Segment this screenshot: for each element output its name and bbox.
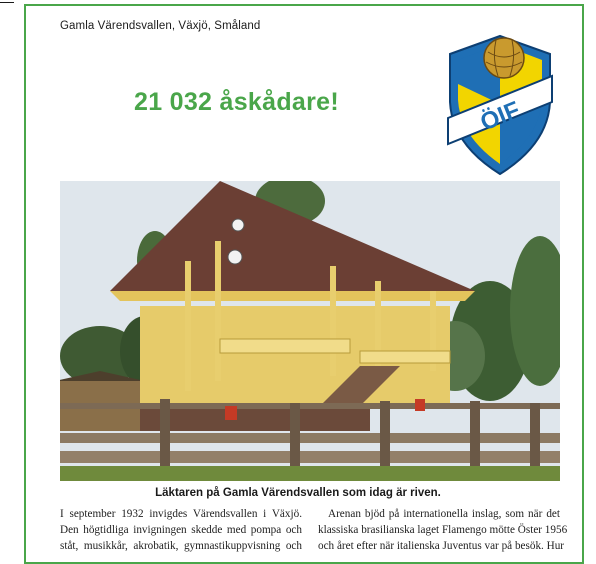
article-column-right xyxy=(318,506,568,554)
photo-caption: Läktaren på Gamla Värendsvallen som idag är riven. xyxy=(155,487,441,499)
article-line: ståt, musikkår, akrobatik, gymnastikuppvisning och xyxy=(60,540,302,552)
stadium-photo xyxy=(60,181,560,481)
location-label: Gamla Värendsvallen, Växjö, Småland xyxy=(60,20,261,32)
article-line: och året efter när italienska Juventus var på besök. Hur xyxy=(318,540,565,552)
article-line: klassiska brasilianska laget Flamengo mötte Öster 1956 xyxy=(318,524,568,536)
club-logo xyxy=(444,32,556,178)
article-line: I september 1932 invigdes Värendsvallen i Växjö. xyxy=(60,508,302,520)
logo-text: ÖIF xyxy=(476,96,524,137)
article-column-left xyxy=(60,506,302,554)
article-line: Arenan bjöd på internationella inslag, som när det xyxy=(328,508,560,520)
headline: 21 032 åskådare! xyxy=(134,88,339,116)
crop-mark xyxy=(0,2,14,3)
article-line: Den högtidliga invigningen skedde med pompa och xyxy=(60,524,302,536)
